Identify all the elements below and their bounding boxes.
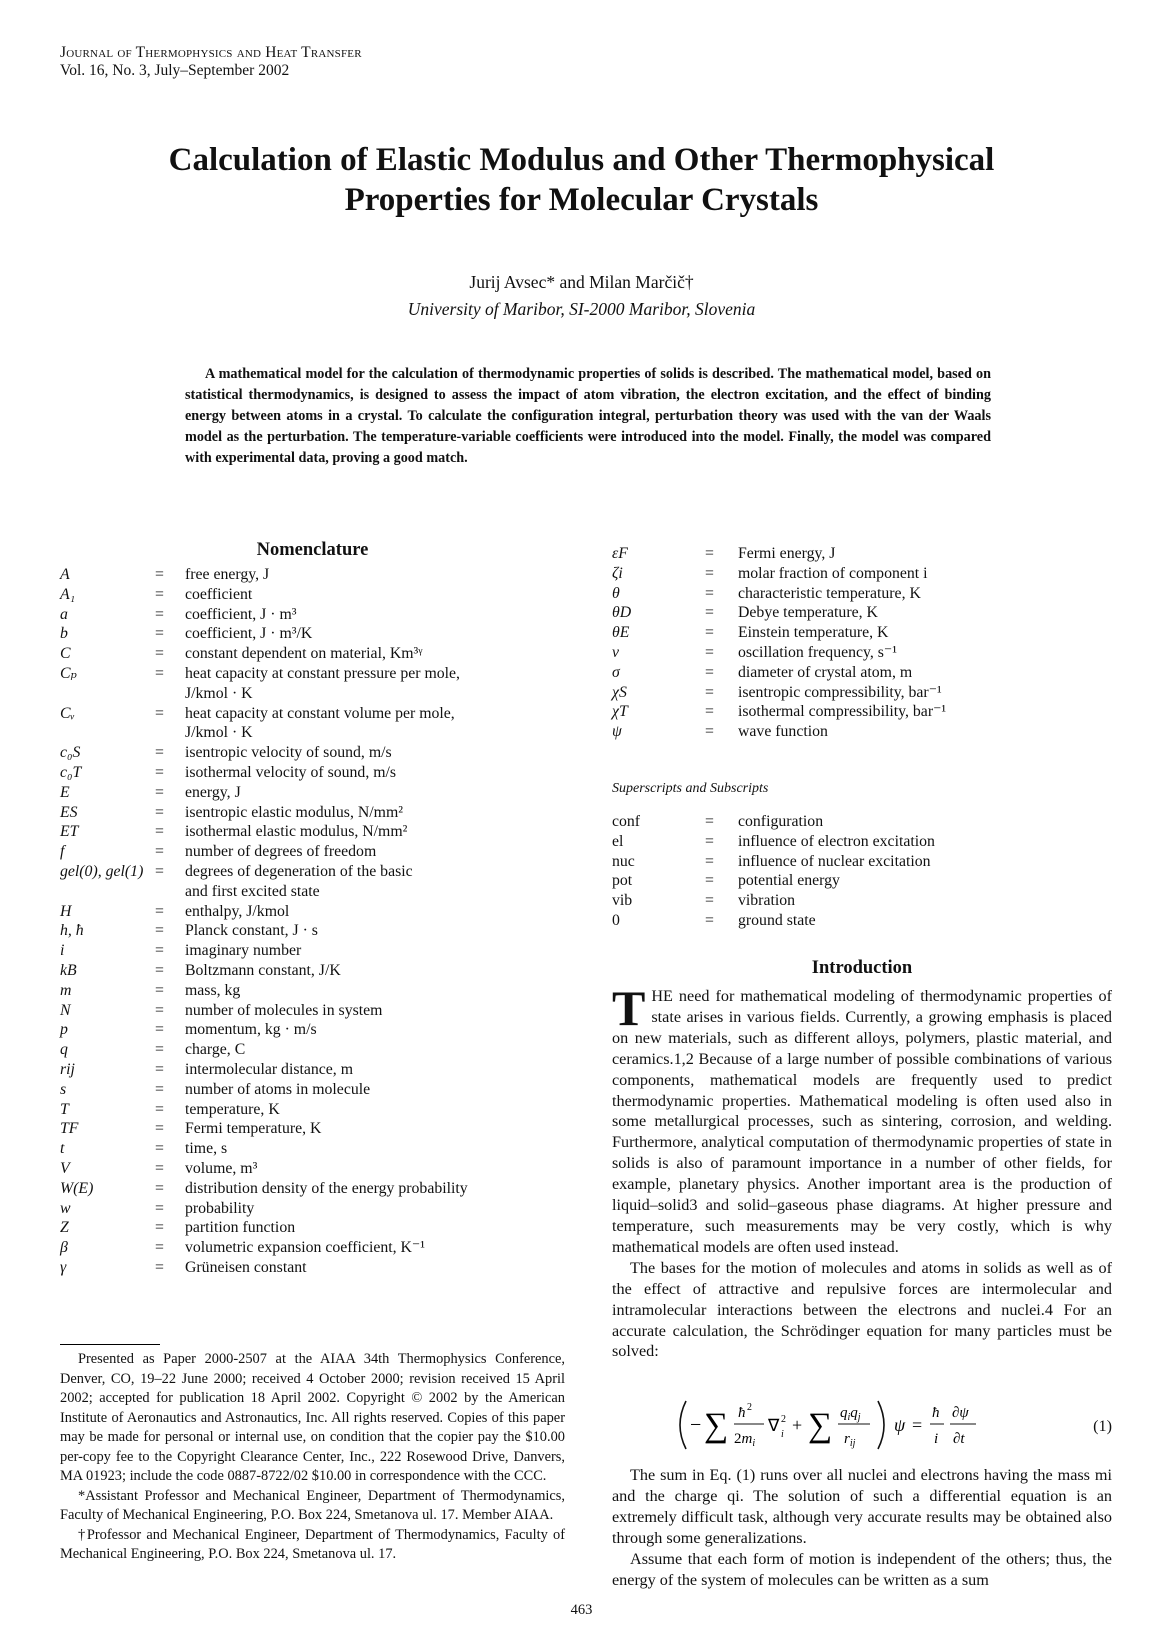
page-number: 463 (570, 1602, 593, 1618)
nomenclature-entry-symbol: W(E) (60, 1179, 94, 1197)
footnote-author-1: *Assistant Professor and Mechanical Engineer, Department of Thermodynamics, Faculty of Mechanical Engineering, P.O. Box 224, Smetanova ul. 17. Member AIAA. (60, 1487, 565, 1523)
nomenclature-entry-symbol: ψ (612, 723, 622, 741)
nomenclature-entry-equals: = (155, 585, 164, 603)
introduction-body (612, 980, 1112, 1362)
nomenclature-entry-symbol: E (60, 783, 70, 801)
nomenclature-entry-equals: = (155, 1021, 164, 1039)
nomenclature-entry-symbol: w (60, 1199, 71, 1217)
svg-text:i: i (781, 1429, 784, 1440)
nomenclature-entry-symbol: ζi (612, 564, 623, 582)
svg-text:2: 2 (747, 1402, 752, 1413)
nomenclature-entry-equals: = (155, 843, 164, 861)
nomenclature-entry-symbol: b (60, 625, 68, 643)
nomenclature-entry-definition-continued: J/kmol · K (185, 724, 253, 742)
nomenclature-entry-symbol: p (60, 1021, 68, 1039)
nomenclature-entry-equals: = (155, 1259, 164, 1276)
footnote-rule (60, 1344, 160, 1345)
nomenclature-entry-definition: distribution density of the energy probability (185, 1179, 468, 1197)
nomenclature-entry-symbol: εF (612, 545, 628, 562)
nomenclature-entry-definition: coefficient, J · m³ (185, 605, 297, 623)
nomenclature-entry-symbol: kB (60, 962, 77, 979)
nomenclature-entry-equals: = (705, 604, 714, 622)
nomenclature-list-right (612, 544, 1112, 744)
intro-paragraph-1 (612, 980, 1112, 1258)
drop-cap: T (612, 980, 646, 1036)
nomenclature-entry-symbol: γ (60, 1259, 67, 1276)
nomenclature-entry-symbol: A₁ (60, 585, 76, 603)
nomenclature-entry-symbol: q (60, 1041, 68, 1059)
subscripts-heading: Superscripts and Subscripts (612, 781, 769, 796)
nomenclature-entry-equals: = (155, 902, 164, 920)
svg-text:∑: ∑ (704, 1407, 729, 1444)
svg-text:2mi: $2m_i$ (734, 1431, 756, 1449)
nomenclature-entry-equals: = (155, 942, 164, 960)
nomenclature-entry-definition-continued: and first excited state (185, 882, 320, 900)
nomenclature-entry-definition: wave function (738, 723, 828, 741)
svg-text:∑: ∑ (808, 1407, 833, 1444)
nomenclature-entry-equals: = (155, 1061, 164, 1078)
nomenclature-entry-definition: molar fraction of component i (738, 564, 928, 582)
nomenclature-entry-definition: isentropic elastic modulus, N/mm² (185, 803, 403, 821)
intro-paragraph-1-text: HE need for mathematical modeling of thermodynamic properties of state arises in various fields. Currently, a growing emphasis is placed on new materials, such as different alloys, polymers, plastic material, and ceramics.1,2 Because of a large number of possible combinations of various components, mathematical models are frequently used to predict thermodynamic properties. Mathematical modeling is often used also in some metallurgical processes, such as sintering, corrosion, and welding. Furthermore, analytical computation of thermodynamic properties of state in solids is also of paramount importance in a number of other fields, for example, planetary physics. Another important area is the production of liquid–solid3 and solid–gaseous phase diagrams. At higher pressure and temperature, such measurements may be very costly, which is why mathematical models are often used instead. (612, 987, 1112, 1256)
nomenclature-entry-definition: partition function (185, 1219, 296, 1237)
equation-1 (612, 1395, 1112, 1455)
nomenclature-entry-definition: degrees of degeneration of the basic (185, 863, 413, 880)
svg-text:ħ: ħ (738, 1405, 746, 1421)
nomenclature-entry-equals: = (705, 663, 714, 681)
svg-text:∂t: ∂t (953, 1431, 965, 1447)
abstract: A mathematical model for the calculation of thermodynamic properties of solids is described. The mathematical model, based on statistical thermodynamics, is designed to assess the impact of atom vibration, the electron excitation, and the effect of binding energy between atoms in a crystal. To calculate the configuration integral, perturbation theory was used with the van der Waals model as the perturbation. The temperature-variable coefficients were introduced into the model. Finally, the model was compared with experimental data, proving a good match. (185, 366, 991, 466)
nomenclature-entry-definition: volume, m³ (185, 1160, 258, 1177)
journal-header (60, 44, 362, 80)
nomenclature-entry-definition: momentum, kg · m/s (185, 1021, 317, 1039)
nomenclature-entry-equals: = (155, 823, 164, 841)
nomenclature-entry-symbol: T (60, 1100, 69, 1118)
nomenclature-entry-symbol: ν (612, 644, 620, 661)
nomenclature-entry-definition: heat capacity at constant volume per mole, (185, 704, 455, 722)
nomenclature-entry-equals: = (705, 584, 714, 602)
nomenclature-entry-definition: diameter of crystal atom, m (738, 663, 913, 681)
svg-text:∂ψ: ∂ψ (952, 1405, 969, 1421)
subscript-entry-definition: ground state (738, 912, 816, 929)
nomenclature-entry-equals: = (155, 704, 164, 722)
subscript-entry-definition: vibration (738, 892, 796, 910)
nomenclature-entry-definition: free energy, J (185, 566, 270, 583)
svg-text:rij: $r_{ij}$ (844, 1431, 856, 1449)
nomenclature-entry-equals: = (155, 803, 164, 821)
subscript-entry-symbol: conf (612, 813, 641, 830)
nomenclature-entry-equals: = (155, 863, 164, 880)
schrodinger-equation (672, 1395, 1092, 1455)
subscript-entry-symbol: 0 (612, 912, 620, 929)
footnotes (60, 1350, 565, 1565)
subscript-entry-equals: = (705, 852, 714, 870)
nomenclature-heading: Nomenclature (256, 540, 369, 560)
nomenclature-entry-symbol: t (60, 1140, 65, 1158)
nomenclature-entry-equals: = (705, 644, 714, 661)
nomenclature-entry-equals: = (155, 1160, 164, 1177)
nomenclature-entry-definition: volumetric expansion coefficient, K⁻¹ (185, 1239, 426, 1257)
nomenclature-entry-symbol: χS (612, 683, 627, 701)
nomenclature-entry-definition: oscillation frequency, s⁻¹ (738, 644, 898, 661)
svg-text:i: i (934, 1431, 939, 1447)
intro-paragraph-2: The bases for the motion of molecules and atoms in solids as well as of the effect of attractive and repulsive forces are intermolecular and intramolecular interactions between the electrons and nuclei.4 For an accurate calculation, the Schrödinger equation for many particles must be solved: (612, 1258, 1112, 1361)
nomenclature-entry-symbol: θD (612, 604, 632, 622)
svg-text:ψ: ψ (894, 1415, 906, 1435)
nomenclature-entry-symbol: h, ħ (60, 922, 84, 940)
nomenclature-entry-symbol: Cₚ (60, 665, 77, 682)
svg-text:qiqj: $q_iq_j$ (840, 1405, 861, 1423)
nomenclature-entry-definition: Einstein temperature, K (738, 624, 889, 642)
svg-text:+: + (792, 1415, 803, 1435)
nomenclature-entry-definition: isothermal velocity of sound, m/s (185, 764, 397, 781)
nomenclature-entry-definition: isothermal elastic modulus, N/mm² (185, 823, 408, 841)
nomenclature-entry-symbol: A (60, 566, 70, 583)
nomenclature-entry-equals: = (705, 703, 714, 721)
subscript-entry-equals: = (705, 832, 714, 850)
nomenclature-entry-symbol: V (60, 1160, 70, 1177)
subscript-entry-equals: = (705, 813, 714, 830)
footnote-presented: Presented as Paper 2000-2507 at the AIAA 34th Thermophysics Conference, Denver, CO, 19–22 June 2000; received 4 October 2000; revision received 15 April 2002; accepted for publication 18 April 2002. Copyright © 2002 by the American Institute of Aeronautics and Astronautics, Inc. All rights reserved. Copies of this paper may be made for personal or internal use, on condition that the copier pay the $10.00 per-copy fee to the Copyright Clearance Center, Inc., 222 Rosewood Drive, Danvers, MA 01923; include the code 0887-8722/02 $10.00 in correspondence with the CCC. (60, 1351, 565, 1484)
title-line-2: Properties for Molecular Crystals (344, 182, 819, 218)
title-line-1: Calculation of Elastic Modulus and Other Thermophysical (168, 142, 995, 178)
nomenclature-entry-equals: = (155, 605, 164, 623)
nomenclature-entry-symbol: ES (60, 803, 78, 821)
nomenclature-entry-equals: = (155, 1199, 164, 1217)
nomenclature-entry-equals: = (705, 624, 714, 642)
nomenclature-entry-definition: coefficient, J · m³/K (185, 625, 313, 643)
svg-text:2: 2 (781, 1414, 786, 1425)
introduction-heading: Introduction (811, 958, 913, 978)
nomenclature-entry-definition: Debye temperature, K (738, 604, 878, 622)
subscript-entry-equals: = (705, 892, 714, 910)
nomenclature-entry-definition-continued: J/kmol · K (185, 684, 253, 702)
nomenclature-entry-definition: characteristic temperature, K (738, 584, 921, 602)
nomenclature-entry-symbol: Cᵥ (60, 704, 75, 722)
footnote-author-2: †Professor and Mechanical Engineer, Department of Thermodynamics, Faculty of Mechanical Engineering, P.O. Box 224, Smetanova ul. 17. (60, 1526, 565, 1562)
nomenclature-entry-symbol: m (60, 981, 72, 999)
nomenclature-entry-equals: = (705, 545, 714, 562)
journal-volume: Vol. 16, No. 3, July–September 2002 (60, 62, 290, 79)
equation-number: (1) (1093, 1417, 1112, 1435)
subscript-entry-equals: = (705, 872, 714, 890)
subscript-entry-definition: potential energy (738, 872, 840, 890)
nomenclature-entry-equals: = (705, 723, 714, 741)
nomenclature-entry-definition: number of degrees of freedom (185, 843, 377, 861)
subscript-entry-definition: influence of electron excitation (738, 832, 935, 850)
subscript-entry-equals: = (705, 912, 714, 929)
nomenclature-entry-equals: = (705, 683, 714, 701)
nomenclature-entry-symbol: a (60, 605, 68, 623)
nomenclature-list-left (60, 565, 565, 1320)
nomenclature-entry-definition: temperature, K (185, 1100, 280, 1118)
nomenclature-entry-equals: = (155, 783, 164, 801)
nomenclature-entry-equals: = (155, 566, 164, 583)
subscript-entry-symbol: pot (612, 872, 633, 890)
subscript-entry-symbol: el (612, 832, 624, 850)
nomenclature-entry-symbol: TF (60, 1120, 79, 1138)
nomenclature-entry-symbol: H (60, 902, 72, 920)
nomenclature-entry-equals: = (155, 981, 164, 999)
journal-name: Journal of Thermophysics and Heat Transfer (60, 44, 362, 61)
intro-paragraph-4: Assume that each form of motion is independent of the others; thus, the energy of the system of molecules can be written as a sum (612, 1549, 1112, 1589)
nomenclature-entry-equals: = (155, 645, 164, 663)
nomenclature-entry-equals: = (155, 1080, 164, 1098)
subscript-entry-symbol: vib (612, 892, 633, 910)
nomenclature-entry-definition: imaginary number (185, 942, 302, 960)
nomenclature-entry-definition: Fermi energy, J (738, 545, 836, 562)
intro-paragraph-3: The sum in Eq. (1) runs over all nuclei and electrons having the mass mi and the charge qi. The solution of such a differential equation is an extremely difficult task, although very accurate results may be obtained also through some generalizations. (612, 1466, 1112, 1547)
subscript-entry-definition: configuration (738, 813, 824, 830)
nomenclature-entry-symbol: C (60, 645, 71, 663)
nomenclature-entry-definition: number of atoms in molecule (185, 1080, 371, 1098)
nomenclature-entry-definition: heat capacity at constant pressure per mole, (185, 665, 461, 682)
nomenclature-entry-symbol: rij (60, 1061, 75, 1078)
nomenclature-entry-equals: = (155, 1140, 164, 1158)
svg-text:ħ: ħ (932, 1405, 940, 1421)
nomenclature-entry-definition: Fermi temperature, K (185, 1120, 322, 1138)
nomenclature-entry-equals: = (155, 665, 164, 682)
nomenclature-entry-equals: = (155, 1120, 164, 1138)
nomenclature-entry-definition: probability (185, 1199, 255, 1217)
nomenclature-entry-definition: isentropic compressibility, bar⁻¹ (738, 683, 942, 701)
nomenclature-entry-definition: Boltzmann constant, J/K (185, 962, 341, 979)
nomenclature-entry-equals: = (155, 625, 164, 643)
nomenclature-entry-symbol: i (60, 942, 65, 960)
introduction-body-continued (612, 1465, 1112, 1590)
nomenclature-entry-symbol: ET (60, 823, 79, 841)
subscript-entry-definition: influence of nuclear excitation (738, 852, 931, 870)
affiliation: University of Maribor, SI-2000 Maribor, Slovenia (407, 299, 756, 319)
nomenclature-entry-equals: = (705, 564, 714, 582)
nomenclature-entry-symbol: gel(0), gel(1) (60, 863, 144, 880)
nomenclature-entry-equals: = (155, 922, 164, 940)
nomenclature-entry-symbol: β (60, 1239, 68, 1257)
nomenclature-entry-definition: energy, J (185, 783, 241, 801)
nomenclature-entry-definition: time, s (185, 1140, 228, 1158)
nomenclature-entry-symbol: c₀T (60, 764, 82, 781)
nomenclature-entry-definition: mass, kg (185, 981, 241, 999)
nomenclature-entry-definition: charge, C (185, 1041, 246, 1059)
nomenclature-entry-symbol: s (60, 1080, 67, 1098)
nomenclature-entry-definition: isentropic velocity of sound, m/s (185, 744, 392, 762)
nomenclature-entry-definition: constant dependent on material, Km³ᵞ (185, 645, 423, 663)
nomenclature-entry-definition: Grüneisen constant (185, 1259, 307, 1276)
nomenclature-entry-equals: = (155, 1100, 164, 1118)
svg-text:∇: ∇ (768, 1416, 780, 1435)
nomenclature-entry-symbol: χT (612, 703, 628, 721)
nomenclature-entry-definition: intermolecular distance, m (185, 1061, 353, 1078)
nomenclature-entry-symbol: f (60, 843, 65, 861)
nomenclature-entry-equals: = (155, 1179, 164, 1197)
authors: Jurij Avsec* and Milan Marčič† (469, 272, 694, 292)
nomenclature-entry-equals: = (155, 764, 164, 781)
nomenclature-entry-symbol: N (60, 1001, 71, 1019)
svg-text:=: = (912, 1415, 923, 1435)
nomenclature-entry-equals: = (155, 962, 164, 979)
nomenclature-entry-equals: = (155, 1001, 164, 1019)
nomenclature-entry-symbol: c₀S (60, 744, 81, 762)
nomenclature-entry-equals: = (155, 1239, 164, 1257)
nomenclature-entry-symbol: Z (60, 1219, 69, 1237)
nomenclature-entry-definition: isothermal compressibility, bar⁻¹ (738, 703, 947, 721)
nomenclature-entry-definition: coefficient (185, 585, 253, 603)
nomenclature-entry-symbol: θE (612, 624, 630, 642)
paper-title (40, 140, 1123, 220)
svg-text:−: − (690, 1414, 702, 1436)
nomenclature-entry-definition: enthalpy, J/kmol (185, 902, 290, 920)
nomenclature-entry-definition: number of molecules in system (185, 1001, 383, 1019)
subscripts-list (612, 812, 1112, 942)
nomenclature-entry-definition: Planck constant, J · s (185, 922, 318, 940)
nomenclature-entry-equals: = (155, 1041, 164, 1059)
nomenclature-entry-equals: = (155, 1219, 164, 1237)
nomenclature-entry-symbol: σ (612, 663, 620, 681)
subscript-entry-symbol: nuc (612, 852, 635, 870)
nomenclature-entry-equals: = (155, 744, 164, 762)
nomenclature-entry-symbol: θ (612, 584, 620, 602)
